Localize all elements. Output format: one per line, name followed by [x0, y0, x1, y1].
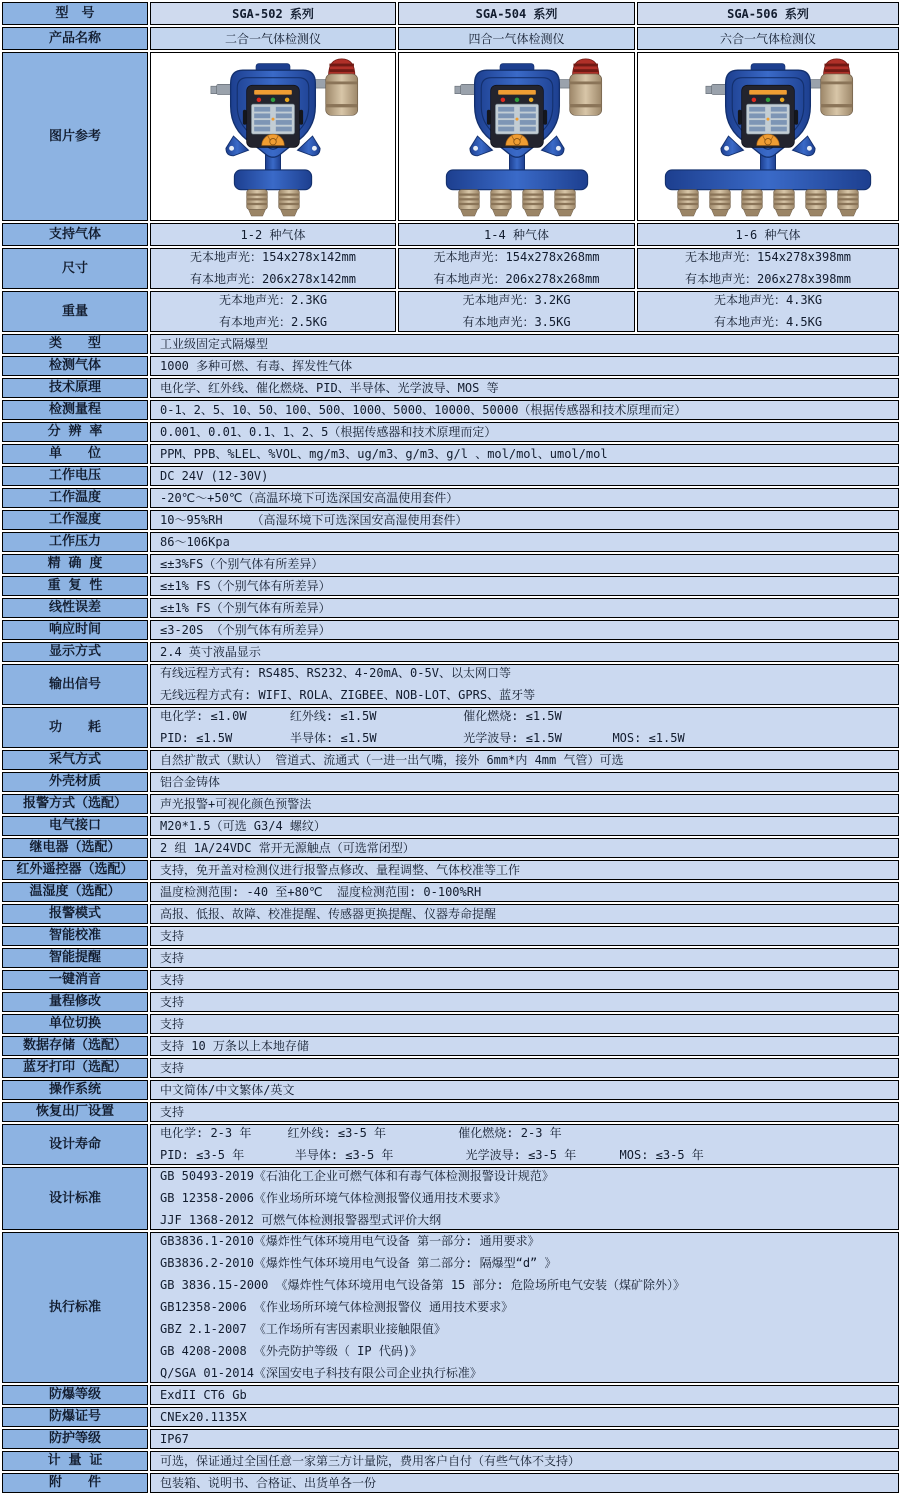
spec-value-line: M20*1.5（可选 G3/4 螺纹）: [160, 818, 326, 833]
spec-label: 计 量 证: [2, 1451, 148, 1471]
spec-row: [2, 1014, 899, 1034]
spec-value: [150, 1102, 899, 1122]
spec-value-line: PID: ≤3-5 年 半导体: ≤3-5 年 光学波导: ≤3-5 年 MOS: ≤3-5 年: [160, 1148, 704, 1162]
spec-row: [2, 510, 899, 530]
spec-label: 设计标准: [2, 1167, 148, 1230]
spec-value: [150, 816, 899, 836]
spec-value-line: 工业级固定式隔爆型: [160, 336, 269, 351]
spec-value-line: 无线远程方式有: WIFI、ROLA、ZIGBEE、NOB-LOT、GPRS、蓝牙等: [160, 688, 536, 702]
spec-value: [150, 334, 899, 354]
spec-value-line: 支持: [160, 994, 185, 1009]
spec-value-line: PPM、PPB、%LEL、%VOL、mg/m3、ug/m3、g/m3、g/l 、mol/mol、umol/mol: [160, 446, 608, 461]
spec-row: [2, 664, 899, 705]
spec-row: [2, 378, 899, 398]
spec-value-line: PID: ≤1.5W 半导体: ≤1.5W 光学波导: ≤1.5W MOS: ≤1.5W: [160, 731, 685, 745]
weight-504: [398, 291, 635, 332]
spec-label: 工作压力: [2, 532, 148, 552]
spec-value-line: ≤±1% FS（个别气体有所差异）: [160, 578, 331, 593]
spec-value: [150, 664, 899, 705]
spec-row: [2, 444, 899, 464]
spec-value-line: 支持，免开盖对检测仪进行报警点修改、量程调整、气体校准等工作: [160, 862, 521, 877]
spec-value-line: GB 4208-2008 《外壳防护等级（ IP 代码)》: [160, 1344, 423, 1358]
spec-row: [2, 1080, 899, 1100]
spec-label: 输出信号: [2, 664, 148, 705]
spec-row: [2, 1102, 899, 1122]
spec-label: 单位切换: [2, 1014, 148, 1034]
product-name-504: 四合一气体检测仪: [398, 27, 635, 50]
spec-value: [150, 356, 899, 376]
spec-value-line: 支持: [160, 972, 185, 987]
spec-label: 继电器（选配）: [2, 838, 148, 858]
spec-row: [2, 904, 899, 924]
spec-label: 分 辨 率: [2, 422, 148, 442]
spec-row: [2, 838, 899, 858]
spec-label: 电气接口: [2, 816, 148, 836]
spec-value-line: 2 组 1A/24VDC 常开无源触点（可选常闭型）: [160, 840, 415, 855]
spec-label: 功 耗: [2, 707, 148, 748]
spec-value-line: 支持: [160, 950, 185, 965]
spec-value-line: GB 12358-2006《作业场所环境气体检测报警仪通用技术要求》: [160, 1191, 506, 1205]
spec-value: [150, 794, 899, 814]
spec-value-line: 声光报警+可视化颜色预警法: [160, 796, 312, 811]
weight-line: 有本地声光：4.5KG: [713, 315, 823, 329]
weight-line: 无本地声光：3.2KG: [462, 293, 571, 307]
row-weight: [2, 291, 899, 332]
row-supported-gas: [2, 223, 899, 246]
spec-label: 智能提醒: [2, 948, 148, 968]
dimension-line: 无本地声光：154x278x268mm: [433, 250, 600, 264]
model-sga-506: SGA-506 系列: [637, 2, 899, 25]
spec-row: [2, 772, 899, 792]
spec-value: [150, 882, 899, 902]
weight-label: 重量: [2, 291, 148, 332]
spec-value-line: -20℃～+50℃（高温环境下可选深国安高温使用套件）: [160, 490, 459, 505]
spec-value: [150, 772, 899, 792]
spec-label: 蓝牙打印（选配）: [2, 1058, 148, 1078]
spec-value-line: 支持: [160, 928, 185, 943]
spec-value-line: 86～106Kpa: [160, 534, 230, 549]
spec-value: [150, 707, 899, 748]
spec-value-line: 支持 10 万条以上本地存储: [160, 1038, 309, 1053]
spec-value: [150, 444, 899, 464]
spec-label: 响应时间: [2, 620, 148, 640]
supported-gas-502: 1-2 种气体: [150, 223, 396, 246]
gas-detector-2-sensor-illustration: [151, 57, 395, 217]
spec-value: [150, 642, 899, 662]
spec-row: [2, 1167, 899, 1230]
image-row-label: 图片参考: [2, 52, 148, 221]
spec-value: [150, 1385, 899, 1405]
spec-row: [2, 1407, 899, 1427]
spec-row: [2, 620, 899, 640]
spec-value: [150, 750, 899, 770]
product-name-label: 产品名称: [2, 27, 148, 50]
model-sga-502: SGA-502 系列: [150, 2, 396, 25]
spec-row: [2, 356, 899, 376]
spec-label: 精 确 度: [2, 554, 148, 574]
row-image: [2, 52, 899, 221]
spec-row: [2, 334, 899, 354]
dimensions-504: [398, 248, 635, 289]
spec-value-line: 支持: [160, 1104, 185, 1119]
spec-label: 恢复出厂设置: [2, 1102, 148, 1122]
spec-value: [150, 1167, 899, 1230]
spec-row: [2, 488, 899, 508]
product-name-506: 六合一气体检测仪: [637, 27, 899, 50]
spec-value: [150, 926, 899, 946]
spec-value: [150, 1014, 899, 1034]
dimensions-502: [150, 248, 396, 289]
spec-value: [150, 1451, 899, 1471]
spec-value-line: GB 50493-2019《石油化工企业可燃气体和有毒气体检测报警设计规范》: [160, 1169, 554, 1183]
spec-row: [2, 576, 899, 596]
spec-value: [150, 532, 899, 552]
row-product-name: [2, 27, 899, 50]
spec-label: 温湿度（选配）: [2, 882, 148, 902]
spec-row: [2, 1451, 899, 1471]
spec-label: 检测量程: [2, 400, 148, 420]
spec-row: [2, 707, 899, 748]
spec-row: [2, 948, 899, 968]
spec-label: 防爆证号: [2, 1407, 148, 1427]
spec-value: [150, 466, 899, 486]
spec-label: 技术原理: [2, 378, 148, 398]
spec-value-line: 10～95%RH （高湿环境下可选深国安高湿使用套件）: [160, 512, 468, 527]
product-name-502: 二合一气体检测仪: [150, 27, 396, 50]
spec-row: [2, 466, 899, 486]
spec-row: [2, 750, 899, 770]
spec-label: 单 位: [2, 444, 148, 464]
model-sga-504: SGA-504 系列: [398, 2, 635, 25]
spec-value-line: 铝合金铸体: [160, 774, 221, 789]
spec-value: [150, 838, 899, 858]
spec-value: [150, 970, 899, 990]
spec-value: [150, 510, 899, 530]
model-row-label: 型 号: [2, 2, 148, 25]
spec-value-line: JJF 1368-2012 可燃气体检测报警器型式评价大纲: [160, 1213, 442, 1227]
spec-value: [150, 576, 899, 596]
spec-value: [150, 422, 899, 442]
spec-row: [2, 1232, 899, 1383]
spec-row: [2, 992, 899, 1012]
spec-value: [150, 488, 899, 508]
spec-label: 检测气体: [2, 356, 148, 376]
spec-row: [2, 532, 899, 552]
product-image-502: [150, 52, 396, 221]
dimension-line: 有本地声光：206x278x268mm: [433, 272, 600, 286]
supported-gas-504: 1-4 种气体: [398, 223, 635, 246]
spec-label: 设计寿命: [2, 1124, 148, 1165]
spec-label: 显示方式: [2, 642, 148, 662]
spec-value: [150, 904, 899, 924]
weight-506: [637, 291, 899, 332]
weight-line: 有本地声光：2.5KG: [218, 315, 328, 329]
spec-value-line: 支持: [160, 1060, 185, 1075]
spec-value-line: 高报、低报、故障、校准提醒、传感器更换提醒、仪器寿命提醒: [160, 906, 497, 921]
supported-gas-506: 1-6 种气体: [637, 223, 899, 246]
spec-value: [150, 1058, 899, 1078]
spec-value-line: GB3836.1-2010《爆炸性气体环境用电气设备 第一部分: 通用要求》: [160, 1234, 540, 1248]
dimension-line: 有本地声光：206x278x142mm: [190, 272, 356, 286]
spec-value-line: 0-1、2、5、10、50、100、500、1000、5000、10000、50000（根据传感器和技术原理而定）: [160, 402, 687, 417]
product-image-504: [398, 52, 635, 221]
weight-line: 无本地声光：4.3KG: [713, 293, 823, 307]
spec-value-line: 包装箱、说明书、合格证、出货单各一份: [160, 1475, 377, 1490]
spec-row: [2, 794, 899, 814]
spec-row: [2, 1429, 899, 1449]
spec-label: 工作温度: [2, 488, 148, 508]
weight-502: [150, 291, 396, 332]
spec-value: [150, 1407, 899, 1427]
spec-value-line: ≤3-20S （个别气体有所差异）: [160, 622, 331, 637]
spec-label: 工作电压: [2, 466, 148, 486]
spec-value-line: 电化学: ≤1.0W 红外线: ≤1.5W 催化燃烧: ≤1.5W: [160, 709, 562, 723]
spec-value: [150, 948, 899, 968]
row-dimensions: [2, 248, 899, 289]
spec-label: 报警模式: [2, 904, 148, 924]
spec-value-line: 中文简体/中文繁体/英文: [160, 1082, 295, 1097]
spec-row: [2, 1036, 899, 1056]
spec-row: [2, 554, 899, 574]
spec-value-line: ≤±3%FS（个别气体有所差异）: [160, 556, 324, 571]
spec-row: [2, 970, 899, 990]
spec-label: 采气方式: [2, 750, 148, 770]
spec-value: [150, 1124, 899, 1165]
spec-value-line: GB12358-2006 《作业场所环境气体检测报警仪 通用技术要求》: [160, 1300, 514, 1314]
spec-value-line: 1000 多种可燃、有毒、挥发性气体: [160, 358, 353, 373]
spec-value: [150, 860, 899, 880]
spec-label: 防护等级: [2, 1429, 148, 1449]
spec-value-line: IP67: [160, 1431, 189, 1446]
spec-value-line: GB 3836.15-2000 《爆炸性气体环境用电气设备第 15 部分: 危险场所电气安装（煤矿除外）》: [160, 1278, 685, 1292]
spec-value-line: 可选，保证通过全国任意一家第三方计量院，费用客户自付（有些气体不支持）: [160, 1453, 581, 1468]
spec-label: 数据存储（选配）: [2, 1036, 148, 1056]
weight-line: 有本地声光：3.5KG: [462, 315, 571, 329]
spec-value: [150, 400, 899, 420]
spec-value: [150, 378, 899, 398]
spec-row: [2, 1058, 899, 1078]
spec-row: [2, 1473, 899, 1493]
spec-label: 一键消音: [2, 970, 148, 990]
spec-value-line: CNEx20.1135X: [160, 1409, 247, 1424]
row-model: [2, 2, 899, 25]
spec-label: 线性误差: [2, 598, 148, 618]
spec-row: [2, 598, 899, 618]
spec-label: 工作湿度: [2, 510, 148, 530]
dimension-line: 无本地声光：154x278x142mm: [190, 250, 356, 264]
spec-value: [150, 620, 899, 640]
spec-value-line: DC 24V (12-30V): [160, 468, 269, 483]
spec-value-line: 温度检测范围: -40 至+80℃ 湿度检测范围: 0-100%RH: [160, 884, 482, 899]
spec-label: 附 件: [2, 1473, 148, 1493]
spec-label: 重 复 性: [2, 576, 148, 596]
spec-value-line: GB3836.2-2010《爆炸性气体环境用电气设备 第二部分: 隔爆型“d” 》: [160, 1256, 557, 1270]
gas-detector-6-sensor-illustration: [638, 57, 898, 217]
spec-value: [150, 1036, 899, 1056]
dimensions-label: 尺寸: [2, 248, 148, 289]
spec-value: [150, 1080, 899, 1100]
spec-row: [2, 860, 899, 880]
spec-label: 执行标准: [2, 1232, 148, 1383]
spec-value-line: GBZ 2.1-2007 《工作场所有害因素职业接触限值》: [160, 1322, 446, 1336]
spec-label: 量程修改: [2, 992, 148, 1012]
spec-label: 防爆等级: [2, 1385, 148, 1405]
spec-row: [2, 422, 899, 442]
spec-label: 操作系统: [2, 1080, 148, 1100]
spec-row: [2, 1385, 899, 1405]
spec-value-line: ExdII CT6 Gb: [160, 1387, 247, 1402]
spec-value-line: ≤±1% FS（个别气体有所差异）: [160, 600, 331, 615]
spec-value: [150, 1429, 899, 1449]
dimension-line: 无本地声光：154x278x398mm: [685, 250, 851, 264]
spec-value: [150, 1473, 899, 1493]
spec-value-line: 自然扩散式（默认） 管道式、流通式（一进一出气嘴，接外 6mm*内 4mm 气管）可选: [160, 752, 624, 767]
spec-value-line: 电化学、红外线、催化燃烧、PID、半导体、光学波导、MOS 等: [160, 380, 499, 395]
spec-value-line: Q/SGA 01-2014《深国安电子科技有限公司企业执行标准》: [160, 1366, 482, 1380]
dimension-line: 有本地声光：206x278x398mm: [685, 272, 851, 286]
spec-label: 红外遥控器（选配）: [2, 860, 148, 880]
spec-label: 智能校准: [2, 926, 148, 946]
spec-row: [2, 816, 899, 836]
supported-gas-label: 支持气体: [2, 223, 148, 246]
spec-value: [150, 992, 899, 1012]
spec-row: [2, 400, 899, 420]
gas-detector-4-sensor-illustration: [399, 57, 634, 217]
spec-label: 报警方式（选配）: [2, 794, 148, 814]
spec-value: [150, 554, 899, 574]
spec-value-line: 支持: [160, 1016, 185, 1031]
spec-value: [150, 1232, 899, 1383]
spec-value-line: 电化学: 2-3 年 红外线: ≤3-5 年 催化燃烧: 2-3 年: [160, 1126, 562, 1140]
dimensions-506: [637, 248, 899, 289]
spec-value-line: 有线远程方式有: RS485、RS232、4-20mA、0-5V、以太网口等: [160, 666, 511, 680]
weight-line: 无本地声光：2.3KG: [218, 293, 328, 307]
spec-row: [2, 926, 899, 946]
spec-value: [150, 598, 899, 618]
spec-row: [2, 1124, 899, 1165]
spec-label: 类 型: [2, 334, 148, 354]
spec-row: [2, 642, 899, 662]
spec-label: 外壳材质: [2, 772, 148, 792]
spec-value-line: 0.001、0.01、0.1、1、2、5（根据传感器和技术原理而定）: [160, 424, 497, 439]
spec-value-line: 2.4 英寸液晶显示: [160, 644, 261, 659]
spec-row: [2, 882, 899, 902]
product-image-506: [637, 52, 899, 221]
